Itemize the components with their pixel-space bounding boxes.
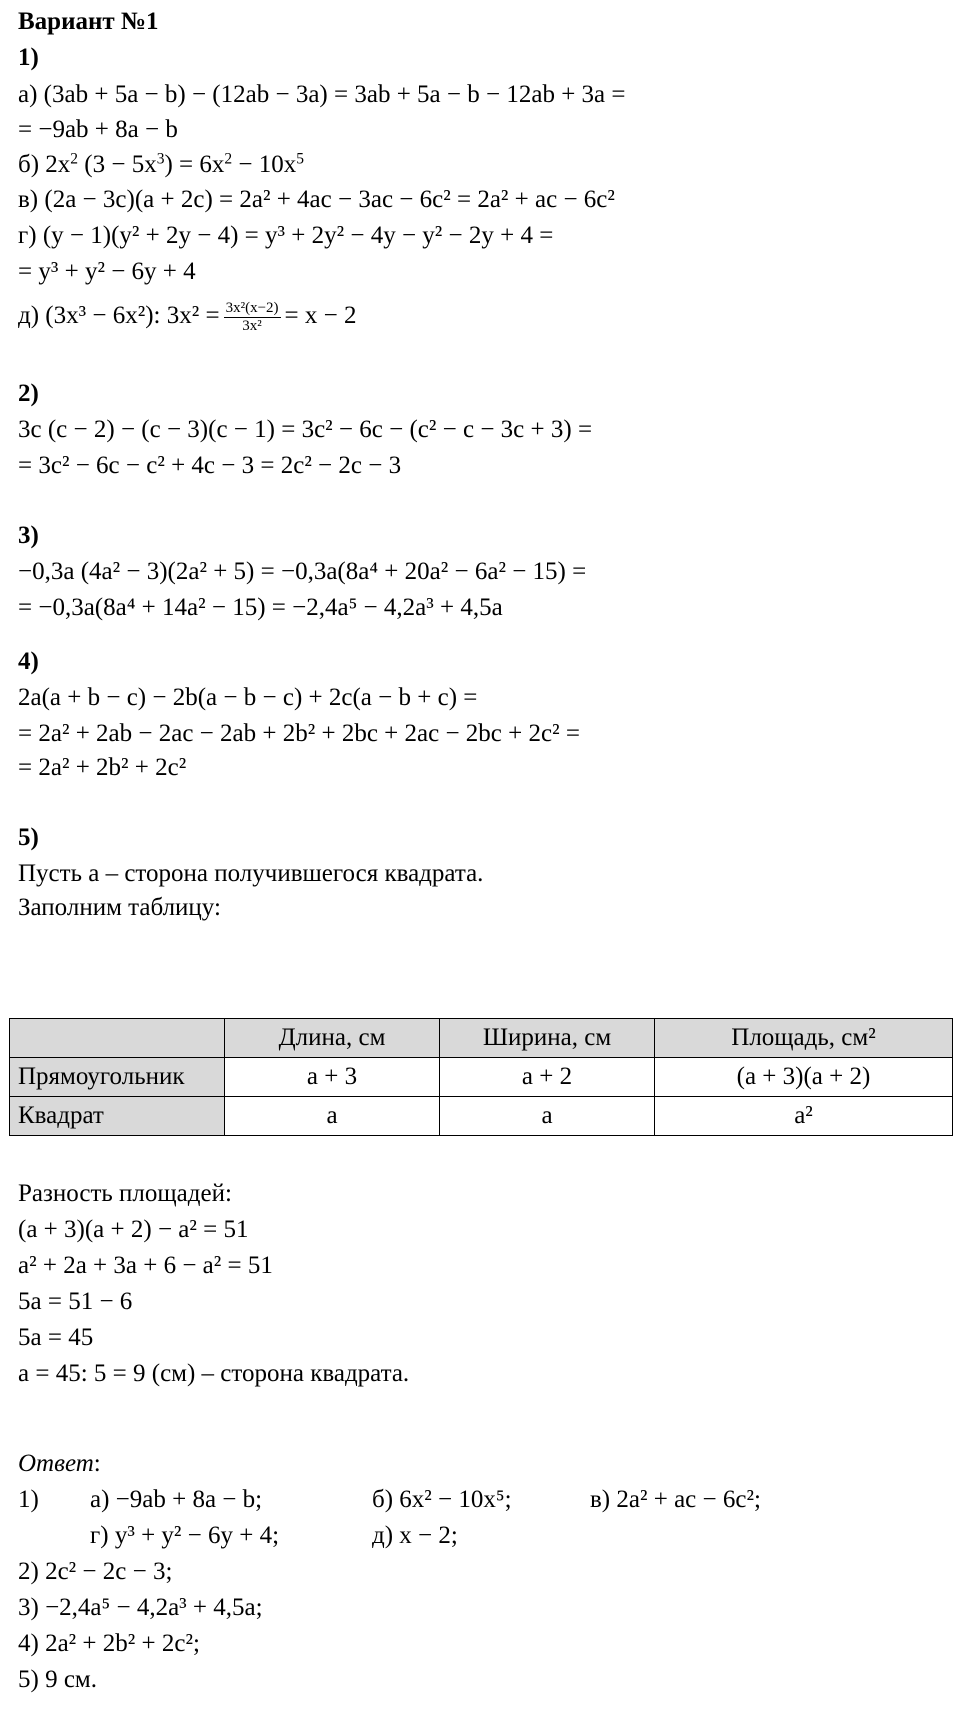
answer-number-1: 1) [18,1486,39,1513]
answer-4: 4) 2a² + 2b² + 2c²; [18,1630,200,1657]
table-header-cell: Площадь, см² [655,1019,953,1058]
task-1b-part: б) 2x [18,151,71,178]
equation-5: a = 45: 5 = 9 (см) – сторона квадрата. [18,1360,410,1387]
equation-4: 5a = 45 [18,1324,94,1351]
task-5-heading: 5) [18,824,39,851]
table-header-cell [10,1019,225,1058]
task-1b-exponent: 3 [156,150,165,168]
answer-2: 2) 2c² − 2c − 3; [18,1558,173,1585]
task-3-heading: 3) [18,522,39,549]
task-1b-exponent: 2 [70,150,79,168]
task-1d-right: = x − 2 [284,302,357,330]
table-row [10,1097,953,1136]
answer-1b: б) 6x² − 10x⁵; [372,1486,512,1513]
answer-3: 3) −2,4a⁵ − 4,2a³ + 4,5a; [18,1594,263,1621]
task-1b-part: − 10x [232,151,297,178]
task-4-line-3: = 2a² + 2b² + 2c² [18,754,187,781]
answer-1v: в) 2a² + ac − 6c²; [590,1486,761,1513]
task-2-line-2: = 3c² − 6c − c² + 4c − 3 = 2c² − 2c − 3 [18,452,402,479]
task-1g-line-2: = y³ + y² − 6y + 4 [18,258,196,285]
task-1d-line [18,300,356,335]
table-cell: a + 2 [440,1058,655,1097]
task-1-heading: 1) [18,44,39,71]
answer-colon: : [93,1450,101,1477]
task-1b-exponent: 2 [224,150,233,168]
task-4-line-2: = 2a² + 2ab − 2ac − 2ab + 2b² + 2bc + 2ac − 2bc + 2c² = [18,720,580,747]
table-cell: a [225,1097,440,1136]
task-2-heading: 2) [18,380,39,407]
task-4-line-1: 2a(a + b − c) − 2b(a − b − c) + 2c(a − b + c) = [18,684,478,711]
task-1b-exponent: 5 [296,150,305,168]
answer-heading [18,1448,101,1480]
answer-1g: г) y³ + y² − 6y + 4; [90,1522,280,1549]
task-1v-line: в) (2a − 3c)(a + 2c) = 2a² + 4ac − 3ac − 6c² = 2a² + ac − 6c² [18,186,615,213]
table-cell: (a + 3)(a + 2) [655,1058,953,1097]
task-1a-line-2: = −9ab + 8a − b [18,116,178,143]
answer-5: 5) 9 см. [18,1666,97,1693]
task-1d-fraction [224,300,281,335]
task-1g-line-1: г) (y − 1)(y² + 2y − 4) = y³ + 2y² − 4y − y² − 2y + 4 = [18,222,554,249]
difference-label: Разность площадей: [18,1180,232,1207]
table-header-cell: Ширина, см [440,1019,655,1058]
table-cell: a² [655,1097,953,1136]
task-5-intro-1: Пусть a – сторона получившегося квадрата. [18,860,484,887]
task-1d-left: д) (3x³ − 6x²): 3x² = [18,302,220,330]
equation-3: 5a = 51 − 6 [18,1288,133,1315]
answer-1d: д) x − 2; [372,1522,458,1549]
variant-title: Вариант №1 [18,8,159,35]
task-3-line-2: = −0,3a(8a⁴ + 14a² − 15) = −2,4a⁵ − 4,2a³ + 4,5a [18,594,503,621]
table-cell: a [440,1097,655,1136]
task-4-heading: 4) [18,648,39,675]
table-cell: a + 3 [225,1058,440,1097]
equation-1: (a + 3)(a + 2) − a² = 51 [18,1216,249,1243]
table-header-cell: Длина, см [225,1019,440,1058]
task-1b-part: (3 − 5x [78,151,157,178]
equation-2: a² + 2a + 3a + 6 − a² = 51 [18,1252,273,1279]
area-table [9,1018,953,1136]
table-header-row [10,1019,953,1058]
table-row [10,1058,953,1097]
fraction-numerator: 3x²(x−2) [225,300,279,316]
task-1b-part: ) = 6x [164,151,225,178]
task-2-line-1: 3c (c − 2) − (c − 3)(c − 1) = 3c² − 6c − (c² − c − 3c + 3) = [18,416,593,443]
task-1b-line [18,149,304,181]
task-1a-line-1: а) (3ab + 5a − b) − (12ab − 3a) = 3ab + 5a − b − 12ab + 3a = [18,81,626,108]
table-row-label: Квадрат [10,1097,225,1136]
task-5-intro-2: Заполним таблицу: [18,894,221,921]
answer-label: Ответ [18,1450,94,1477]
answer-1a: а) −9ab + 8a − b; [90,1486,263,1513]
fraction-denominator: 3x² [242,318,262,334]
task-3-line-1: −0,3a (4a² − 3)(2a² + 5) = −0,3a(8a⁴ + 20a² − 6a² − 15) = [18,558,587,585]
table-row-label: Прямоугольник [10,1058,225,1097]
